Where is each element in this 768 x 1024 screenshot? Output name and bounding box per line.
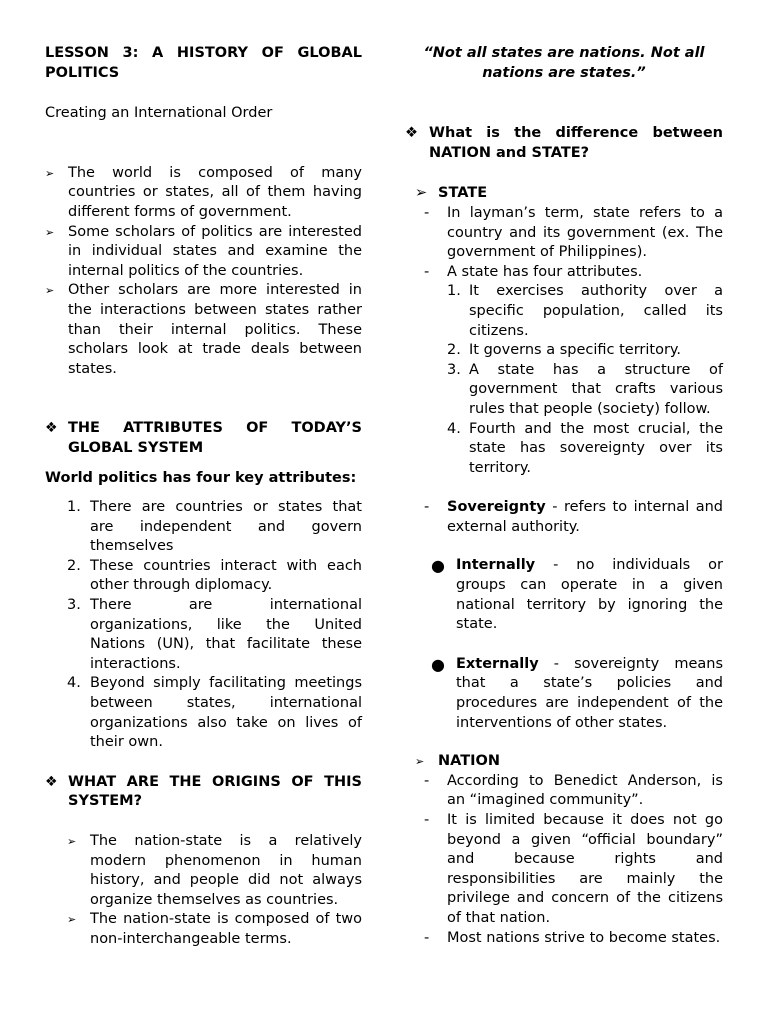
question-heading: ❖ What is the difference between NATION and STATE? [405, 125, 723, 161]
state-attributes-list [405, 282, 723, 478]
list-item: - Most nations strive to become states. [405, 929, 723, 949]
lesson-title: LESSON 3: A HISTORY OF GLOBAL POLITICS [45, 45, 362, 81]
list-item: ● Externally - sovereignty means that a state’s policies and procedures are independent of the interventions of other states. [431, 654, 723, 731]
sovereignty-definition [405, 498, 723, 537]
dash-bullet: - [424, 812, 430, 828]
arrow-bullet-icon: ➢ [67, 913, 77, 927]
state-points [405, 204, 723, 282]
attributes-heading: ❖ THE ATTRIBUTES OF TODAY’S GLOBAL SYSTEM [45, 420, 362, 456]
externally-definition [405, 655, 723, 733]
list-item: 3. There are international organizations, like the United Nations (UN), that facilitate these interactions. [67, 597, 362, 672]
list-item: ➢ The nation-state is a relatively modern phenomenon in human history, and people did not always organize themselves as countries. [67, 833, 362, 908]
arrow-bullet-icon: ➢ [45, 284, 55, 298]
list-item: ➢ Some scholars of politics are interested in individual states and examine the internal politics of the countries. [45, 223, 362, 279]
lesson-subtitle: Creating an International Order [45, 105, 273, 122]
right-column [405, 44, 723, 948]
origins-heading: ❖ WHAT ARE THE ORIGINS OF THIS SYSTEM? [45, 773, 362, 810]
list-item: - A state has four attributes. [405, 263, 723, 283]
list-item: 1. There are countries or states that are independent and govern themselves [67, 499, 362, 555]
attributes-intro: World politics has four key attributes: [45, 469, 357, 486]
dash-bullet: - [424, 772, 430, 789]
list-item: 2. These countries interact with each other through diplomacy. [67, 557, 362, 594]
diamond-bullet-icon: ❖ [45, 420, 58, 437]
origins-bullet-list [45, 832, 362, 950]
left-column [45, 44, 362, 950]
dot-bullet-icon: ● [431, 654, 445, 674]
nation-heading: ➢ NATION [405, 752, 723, 772]
dash-bullet: - [424, 499, 430, 516]
arrow-bullet-icon: ➢ [67, 835, 77, 848]
dash-bullet: - [424, 204, 430, 221]
dot-bullet-icon: ● [431, 556, 445, 576]
internally-definition [405, 556, 723, 634]
list-item: 3. A state has a structure of government that crafts various rules that people (society) follow. [447, 361, 723, 417]
attributes-list [45, 498, 362, 753]
diamond-bullet-icon: ❖ [405, 125, 418, 142]
dash-bullet: - [424, 263, 430, 280]
list-item: 2. It governs a specific territory. [447, 342, 682, 359]
state-heading: ➢ STATE [405, 184, 723, 204]
list-item: - It is limited because it does not go beyond a given “official boundary” and because rights and responsibilities are mainly the privilege and concern of the citizens of that nation. [424, 812, 723, 926]
arrow-bullet-icon: ➢ [45, 225, 55, 239]
quote: “Not all states are nations. Not all nations are states.” [423, 45, 705, 81]
list-item: - According to Benedict Anderson, is an “imagined community”. [424, 772, 723, 809]
intro-bullet-list [45, 164, 362, 380]
list-item: - In layman’s term, state refers to a country and its government (ex. The government of Philippines). [424, 204, 723, 261]
list-item: 4. Fourth and the most crucial, the state has sovereignty over its territory. [447, 420, 723, 476]
list-item: - Sovereignty - refers to internal and external authority. [424, 499, 723, 535]
arrow-bullet-icon: ➢ [45, 166, 55, 180]
nation-points [405, 772, 723, 948]
list-item: ➢ The nation-state is composed of two non-interchangeable terms. [67, 911, 362, 947]
list-item: 1. It exercises authority over a specific population, called its citizens. [447, 283, 723, 339]
list-item: ➢ The world is composed of many countries or states, all of them having different forms of government. [45, 164, 362, 220]
arrow-bullet-icon: ➢ [415, 755, 425, 769]
list-item: ● Internally - no individuals or groups can operate in a given national territory by ignoring the state. [431, 556, 723, 633]
arrow-bullet-icon: ➢ [415, 185, 428, 202]
list-item: ➢ Other scholars are more interested in the interactions between states rather than their internal politics. These scholars look at trade deals between states. [45, 282, 362, 377]
diamond-bullet-icon: ❖ [45, 773, 58, 790]
dash-bullet: - [424, 929, 430, 946]
list-item: 4. Beyond simply facilitating meetings between states, international organizations also take on lives of their own. [67, 675, 362, 751]
